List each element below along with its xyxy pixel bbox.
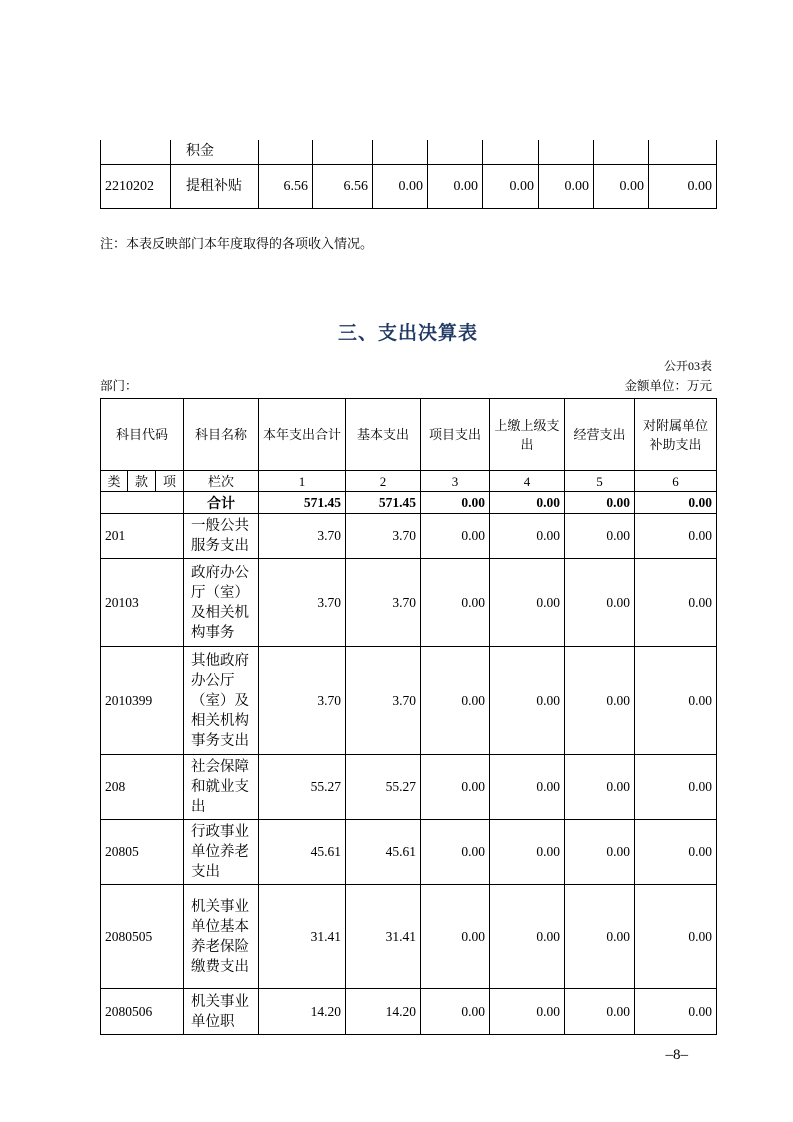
header-subject-code: 科目代码 xyxy=(101,399,184,471)
value-cell: 0.00 xyxy=(635,755,717,820)
value-cell: 0.00 xyxy=(428,165,483,209)
page-content xyxy=(100,0,716,1064)
value-cell: 0.00 xyxy=(373,165,428,209)
value-cell: 571.45 xyxy=(259,492,346,514)
header-sub-row xyxy=(101,471,717,492)
expense-row xyxy=(101,647,717,755)
header-column: 经营支出 xyxy=(565,399,635,471)
value-cell: 55.27 xyxy=(346,755,421,820)
income-table-fragment xyxy=(100,140,717,209)
name-cell: 社会保障和就业支出 xyxy=(184,755,259,820)
value-cell: 0.00 xyxy=(490,647,565,755)
expense-row xyxy=(101,885,717,989)
value-cell: 0.00 xyxy=(565,492,635,514)
header-column-index-label: 栏次 xyxy=(184,471,259,492)
value-cell: 0.00 xyxy=(421,885,490,989)
value-cell: 6.56 xyxy=(313,165,373,209)
table-note: 注：本表反映部门本年度取得的各项收入情况。 xyxy=(100,236,374,251)
value-cell: 3.70 xyxy=(346,559,421,647)
header-subject-name: 科目名称 xyxy=(184,399,259,471)
expense-table xyxy=(100,398,717,1035)
expense-row xyxy=(101,514,717,559)
value-cell: 0.00 xyxy=(635,514,717,559)
code-cell: 2080506 xyxy=(101,989,184,1035)
value-cell: 0.00 xyxy=(594,165,649,209)
value-cell: 0.00 xyxy=(421,755,490,820)
value-cell: 3.70 xyxy=(259,514,346,559)
value-cell: 0.00 xyxy=(490,989,565,1035)
value-cell: 3.70 xyxy=(346,514,421,559)
value-cell: 0.00 xyxy=(490,885,565,989)
value-cell: 0.00 xyxy=(565,559,635,647)
value-cell: 0.00 xyxy=(490,820,565,885)
value-cell: 3.70 xyxy=(259,647,346,755)
value-cell: 0.00 xyxy=(490,559,565,647)
value-cell: 0.00 xyxy=(635,492,717,514)
expense-row xyxy=(101,989,717,1035)
value-cell: 14.20 xyxy=(259,989,346,1035)
value-cell: 0.00 xyxy=(490,514,565,559)
name-cell: 积金 xyxy=(171,140,259,165)
total-label: 合计 xyxy=(184,492,259,514)
value-cell: 31.41 xyxy=(259,885,346,989)
header-column-index: 2 xyxy=(346,471,421,492)
header-section: 款 xyxy=(128,471,156,492)
code-cell: 208 xyxy=(101,755,184,820)
code-cell: 2210202 xyxy=(101,165,171,209)
code-cell: 2080505 xyxy=(101,885,184,989)
name-cell: 政府办公厅（室）及相关机构事务 xyxy=(184,559,259,647)
value-cell: 0.00 xyxy=(565,514,635,559)
value-cell: 0.00 xyxy=(539,165,594,209)
value-cell: 0.00 xyxy=(635,647,717,755)
value-cell: 0.00 xyxy=(635,885,717,989)
value-cell xyxy=(483,140,539,165)
name-cell: 提租补贴 xyxy=(171,165,259,209)
value-cell: 0.00 xyxy=(565,755,635,820)
value-cell: 0.00 xyxy=(421,514,490,559)
page-number: –8– xyxy=(665,1047,688,1063)
department-label: 部门： xyxy=(100,379,138,393)
value-cell: 3.70 xyxy=(346,647,421,755)
header-column-index: 4 xyxy=(490,471,565,492)
table-number-label: 公开03表 xyxy=(663,359,712,373)
name-cell: 其他政府办公厅（室）及相关机构事务支出 xyxy=(184,647,259,755)
code-cell: 2010399 xyxy=(101,647,184,755)
value-cell: 55.27 xyxy=(259,755,346,820)
header-row xyxy=(101,399,717,471)
header-class: 类 xyxy=(101,471,128,492)
code-cell: 20805 xyxy=(101,820,184,885)
value-cell: 0.00 xyxy=(565,820,635,885)
value-cell xyxy=(313,140,373,165)
value-cell: 0.00 xyxy=(635,820,717,885)
code-cell xyxy=(101,492,184,514)
value-cell: 45.61 xyxy=(259,820,346,885)
value-cell: 31.41 xyxy=(346,885,421,989)
value-cell xyxy=(649,140,717,165)
value-cell: 3.70 xyxy=(259,559,346,647)
value-cell xyxy=(373,140,428,165)
value-cell: 0.00 xyxy=(421,647,490,755)
value-cell xyxy=(428,140,483,165)
header-column-index: 3 xyxy=(421,471,490,492)
value-cell: 0.00 xyxy=(565,885,635,989)
value-cell: 0.00 xyxy=(421,492,490,514)
value-cell: 0.00 xyxy=(635,559,717,647)
value-cell: 0.00 xyxy=(421,989,490,1035)
table-row xyxy=(101,140,717,165)
header-column: 基本支出 xyxy=(346,399,421,471)
header-column: 对附属单位补助支出 xyxy=(635,399,717,471)
name-cell: 机关事业单位职 xyxy=(184,989,259,1035)
code-cell: 201 xyxy=(101,514,184,559)
unit-label: 金额单位：万元 xyxy=(624,379,712,393)
value-cell: 0.00 xyxy=(421,820,490,885)
header-column: 本年支出合计 xyxy=(259,399,346,471)
value-cell: 571.45 xyxy=(346,492,421,514)
expense-row xyxy=(101,755,717,820)
value-cell: 0.00 xyxy=(421,559,490,647)
value-cell xyxy=(594,140,649,165)
value-cell: 0.00 xyxy=(649,165,717,209)
header-column-index: 5 xyxy=(565,471,635,492)
table-meta-row xyxy=(100,376,716,394)
header-column: 上缴上级支出 xyxy=(490,399,565,471)
code-cell xyxy=(101,140,171,165)
value-cell: 0.00 xyxy=(635,989,717,1035)
expense-row xyxy=(101,559,717,647)
value-cell xyxy=(539,140,594,165)
value-cell xyxy=(259,140,313,165)
value-cell: 0.00 xyxy=(565,989,635,1035)
header-column-index: 1 xyxy=(259,471,346,492)
header-item: 项 xyxy=(156,471,184,492)
value-cell: 0.00 xyxy=(490,755,565,820)
section-title: 三、支出决算表 xyxy=(337,323,478,344)
name-cell: 机关事业单位基本养老保险缴费支出 xyxy=(184,885,259,989)
value-cell: 6.56 xyxy=(259,165,313,209)
header-column: 项目支出 xyxy=(421,399,490,471)
name-cell: 行政事业单位养老支出 xyxy=(184,820,259,885)
value-cell: 45.61 xyxy=(346,820,421,885)
name-cell: 一般公共服务支出 xyxy=(184,514,259,559)
value-cell: 0.00 xyxy=(490,492,565,514)
header-column-index: 6 xyxy=(635,471,717,492)
table-row xyxy=(101,165,717,209)
expense-row xyxy=(101,820,717,885)
value-cell: 14.20 xyxy=(346,989,421,1035)
value-cell: 0.00 xyxy=(565,647,635,755)
total-row xyxy=(101,492,717,514)
code-cell: 20103 xyxy=(101,559,184,647)
value-cell: 0.00 xyxy=(483,165,539,209)
